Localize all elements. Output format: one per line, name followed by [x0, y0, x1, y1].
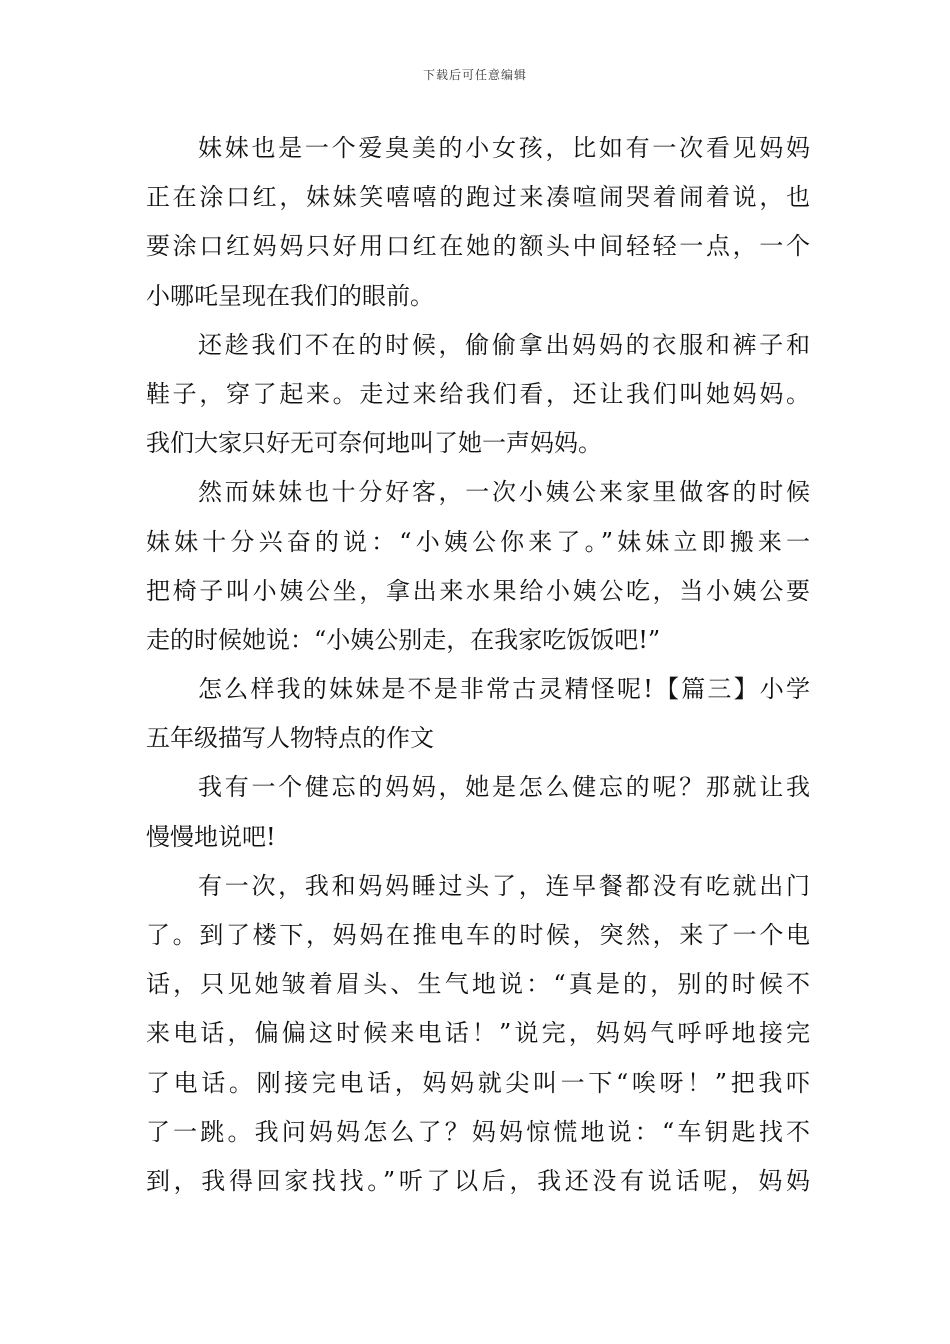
- text-line: 鞋子，穿了起来。走过来给我们看，还让我们叫她妈妈。: [146, 379, 810, 408]
- text-line: 要涂口红妈妈只好用口红在她的额头中间轻轻一点，一个: [146, 232, 810, 261]
- text-line: 走的时候她说：“小姨公别走，在我家吃饭饭吧!”: [146, 625, 661, 654]
- text-line: 了一跳。我问妈妈怎么了？妈妈惊慌地说：“车钥匙找不: [146, 1117, 810, 1146]
- text-line: 正在涂口红，妹妹笑嘻嘻的跑过来凑喧闹哭着闹着说，也: [146, 183, 810, 212]
- text-line: 话，只见她皱着眉头、生气地说：“真是的，别的时候不: [146, 970, 810, 999]
- text-line: 我有一个健忘的妈妈，她是怎么健忘的呢？那就让我: [198, 773, 810, 802]
- text-line: 把椅子叫小姨公坐，拿出来水果给小姨公吃，当小姨公要: [146, 576, 810, 605]
- text-line: 了。到了楼下，妈妈在推电车的时候，突然，来了一个电: [146, 921, 810, 949]
- page-header: 下载后可任意编辑: [422, 68, 527, 82]
- text-line: 我们大家只好无可奈何地叫了她一声妈妈。: [146, 429, 602, 458]
- section-title-line: 五年级描写人物特点的作文: [146, 724, 434, 753]
- text-line: 妹妹十分兴奋的说：“小姨公你来了。”妹妹立即搬来一: [146, 527, 810, 556]
- text-line: 然而妹妹也十分好客，一次小姨公来家里做客的时候: [198, 478, 810, 507]
- text-line: 慢慢地说吧!: [146, 822, 276, 851]
- text-line: 还趁我们不在的时候，偷偷拿出妈妈的衣服和裤子和: [198, 330, 810, 359]
- essay-body: [146, 124, 810, 1206]
- text-line: 来电话，偏偏这时候来电话！”说完，妈妈气呼呼地接完: [146, 1019, 810, 1048]
- text-line: 怎么样我的妹妹是不是非常古灵精怪呢!【篇三】小学: [198, 675, 810, 704]
- text-line: 有一次，我和妈妈睡过头了，连早餐都没有吃就出门: [198, 871, 810, 900]
- text-line: 到，我得回家找找。”听了以后，我还没有说话呢，妈妈: [146, 1166, 810, 1195]
- text-line: 妹妹也是一个爱臭美的小女孩，比如有一次看见妈妈: [198, 134, 810, 162]
- text-line: 了电话。刚接完电话，妈妈就尖叫一下“唉呀！”把我吓: [146, 1068, 810, 1097]
- text-line: 小哪吒呈现在我们的眼前。: [146, 281, 434, 310]
